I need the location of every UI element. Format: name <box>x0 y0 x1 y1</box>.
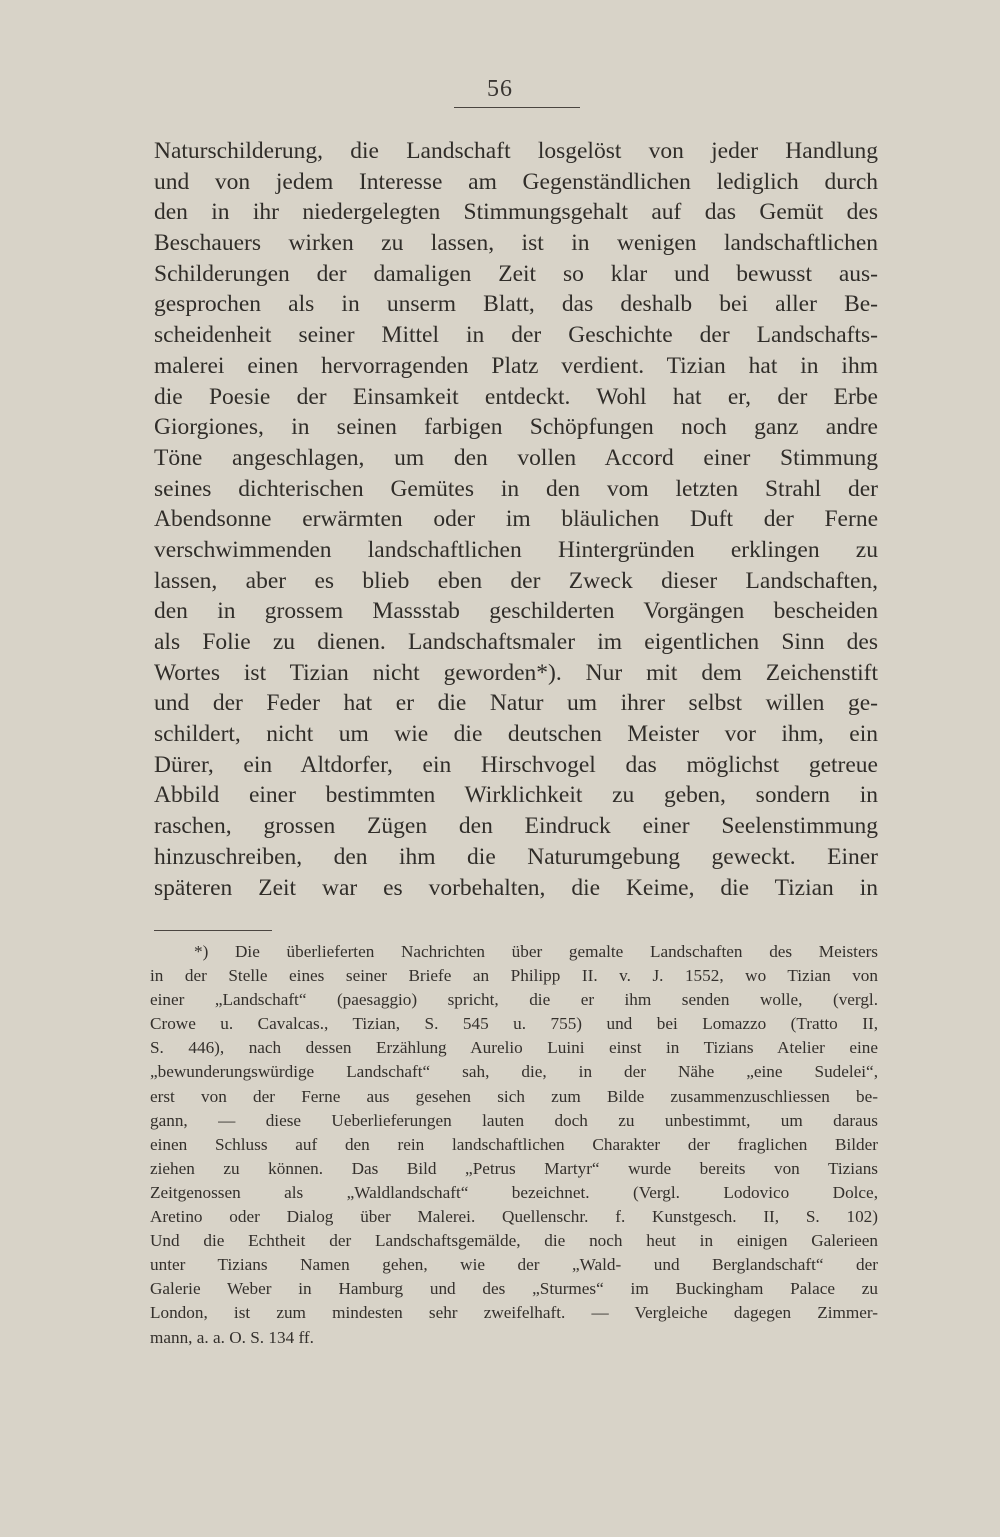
body-line: Giorgiones, in seinen farbigen Schöpfungen noch ganz andre <box>154 414 878 441</box>
footnote-line: S. 446), nach dessen Erzählung Aurelio Luini einst in Tizians Atelier eine <box>150 1038 878 1058</box>
footnote-line: „bewunderungswürdige Landschaft“ sah, die, in der Nähe „eine Sudelei“, <box>150 1062 878 1082</box>
footnote-line: einen Schluss auf den rein landschaftlichen Charakter der fraglichen Bilder <box>150 1134 878 1154</box>
footnote-line: unter Tizians Namen gehen, wie der „Wald- und Berglandschaft“ der <box>150 1255 878 1275</box>
main-text <box>154 136 878 903</box>
body-line: verschwimmenden landschaftlichen Hintergründen erklingen zu <box>154 536 878 563</box>
footnote-line: London, ist zum mindesten sehr zweifelhaft. — Vergleiche dagegen Zimmer- <box>150 1303 878 1323</box>
body-line: als Folie zu dienen. Landschaftsmaler im eigentlichen Sinn des <box>154 629 878 655</box>
body-line: seines dichterischen Gemütes in den vom letzten Strahl der <box>154 475 878 502</box>
body-line: Naturschilderung, die Landschaft losgelöst von jeder Handlung <box>154 138 878 164</box>
body-line: Abbild einer bestimmten Wirklichkeit zu geben, sondern in <box>154 782 878 809</box>
body-line: die Poesie der Einsamkeit entdeckt. Wohl hat er, der Erbe <box>154 383 878 410</box>
body-line: scheidenheit seiner Mittel in der Geschichte der Landschafts- <box>154 322 878 349</box>
body-line: den in ihr niedergelegten Stimmungsgehalt auf das Gemüt des <box>154 199 878 226</box>
footnote-rule <box>154 930 272 931</box>
page-number-rule <box>454 107 580 108</box>
footnote-line: erst von der Ferne aus gesehen sich zum Bilde zusammenzuschliessen be- <box>150 1086 878 1106</box>
footnote-line: in der Stelle eines seiner Briefe an Philipp II. v. J. 1552, wo Tizian von <box>150 966 878 986</box>
page-number: 56 <box>487 76 513 102</box>
body-line: gesprochen als in unserm Blatt, das deshalb bei aller Be- <box>154 291 878 318</box>
body-line: raschen, grossen Zügen den Eindruck einer Seelenstimmung <box>154 813 878 840</box>
body-line: Schilderungen der damaligen Zeit so klar und bewusst aus- <box>154 260 878 287</box>
footnote-line: ziehen zu können. Das Bild „Petrus Martyr“ wurde bereits von Tizians <box>150 1158 878 1178</box>
body-line: Wortes ist Tizian nicht geworden*). Nur mit dem Zeichenstift <box>154 659 878 686</box>
body-line: den in grossem Massstab geschilderten Vorgängen bescheiden <box>154 598 878 625</box>
body-line: schildert, nicht um wie die deutschen Meister vor ihm, ein <box>154 721 878 748</box>
body-line: und der Feder hat er die Natur um ihrer selbst willen ge- <box>154 690 878 717</box>
footnote-line: *) Die überlieferten Nachrichten über gemalte Landschaften des Meisters <box>194 942 878 961</box>
footnote-line: Aretino oder Dialog über Malerei. Quellenschr. f. Kunstgesch. II, S. 102) <box>150 1207 878 1227</box>
footnote-line: mann, a. a. O. S. 134 ff. <box>150 1327 314 1347</box>
footnote-line: Und die Echtheit der Landschaftsgemälde, die noch heut in einigen Galerieen <box>150 1231 878 1251</box>
footnote-line: Galerie Weber in Hamburg und des „Sturmes“ im Buckingham Palace zu <box>150 1279 878 1299</box>
body-line: Töne angeschlagen, um den vollen Accord einer Stimmung <box>154 444 878 471</box>
body-line: und von jedem Interesse am Gegenständlichen lediglich durch <box>154 168 878 195</box>
body-line: malerei einen hervorragenden Platz verdient. Tizian hat in ihm <box>154 352 878 379</box>
body-line: lassen, aber es blieb eben der Zweck dieser Landschaften, <box>154 567 878 594</box>
body-line: Beschauers wirken zu lassen, ist in wenigen landschaftlichen <box>154 230 878 257</box>
footnote-line: einer „Landschaft“ (paesaggio) spricht, die er ihm senden wolle, (vergl. <box>150 990 878 1010</box>
body-line: Abendsonne erwärmten oder im bläulichen Duft der Ferne <box>154 506 878 533</box>
body-line: Dürer, ein Altdorfer, ein Hirschvogel das möglichst getreue <box>154 751 878 778</box>
body-line: hinzuschreiben, den ihm die Naturumgebung geweckt. Einer <box>154 843 878 870</box>
footnote-line: Crowe u. Cavalcas., Tizian, S. 545 u. 755) und bei Lomazzo (Tratto II, <box>150 1014 878 1034</box>
footnote-line: gann, — diese Ueberlieferungen lauten doch zu unbestimmt, um daraus <box>150 1110 878 1130</box>
footnote <box>150 940 878 1350</box>
footnote-line: Zeitgenossen als „Waldlandschaft“ bezeichnet. (Vergl. Lodovico Dolce, <box>150 1182 878 1202</box>
body-line: späteren Zeit war es vorbehalten, die Keime, die Tizian in <box>154 874 878 901</box>
